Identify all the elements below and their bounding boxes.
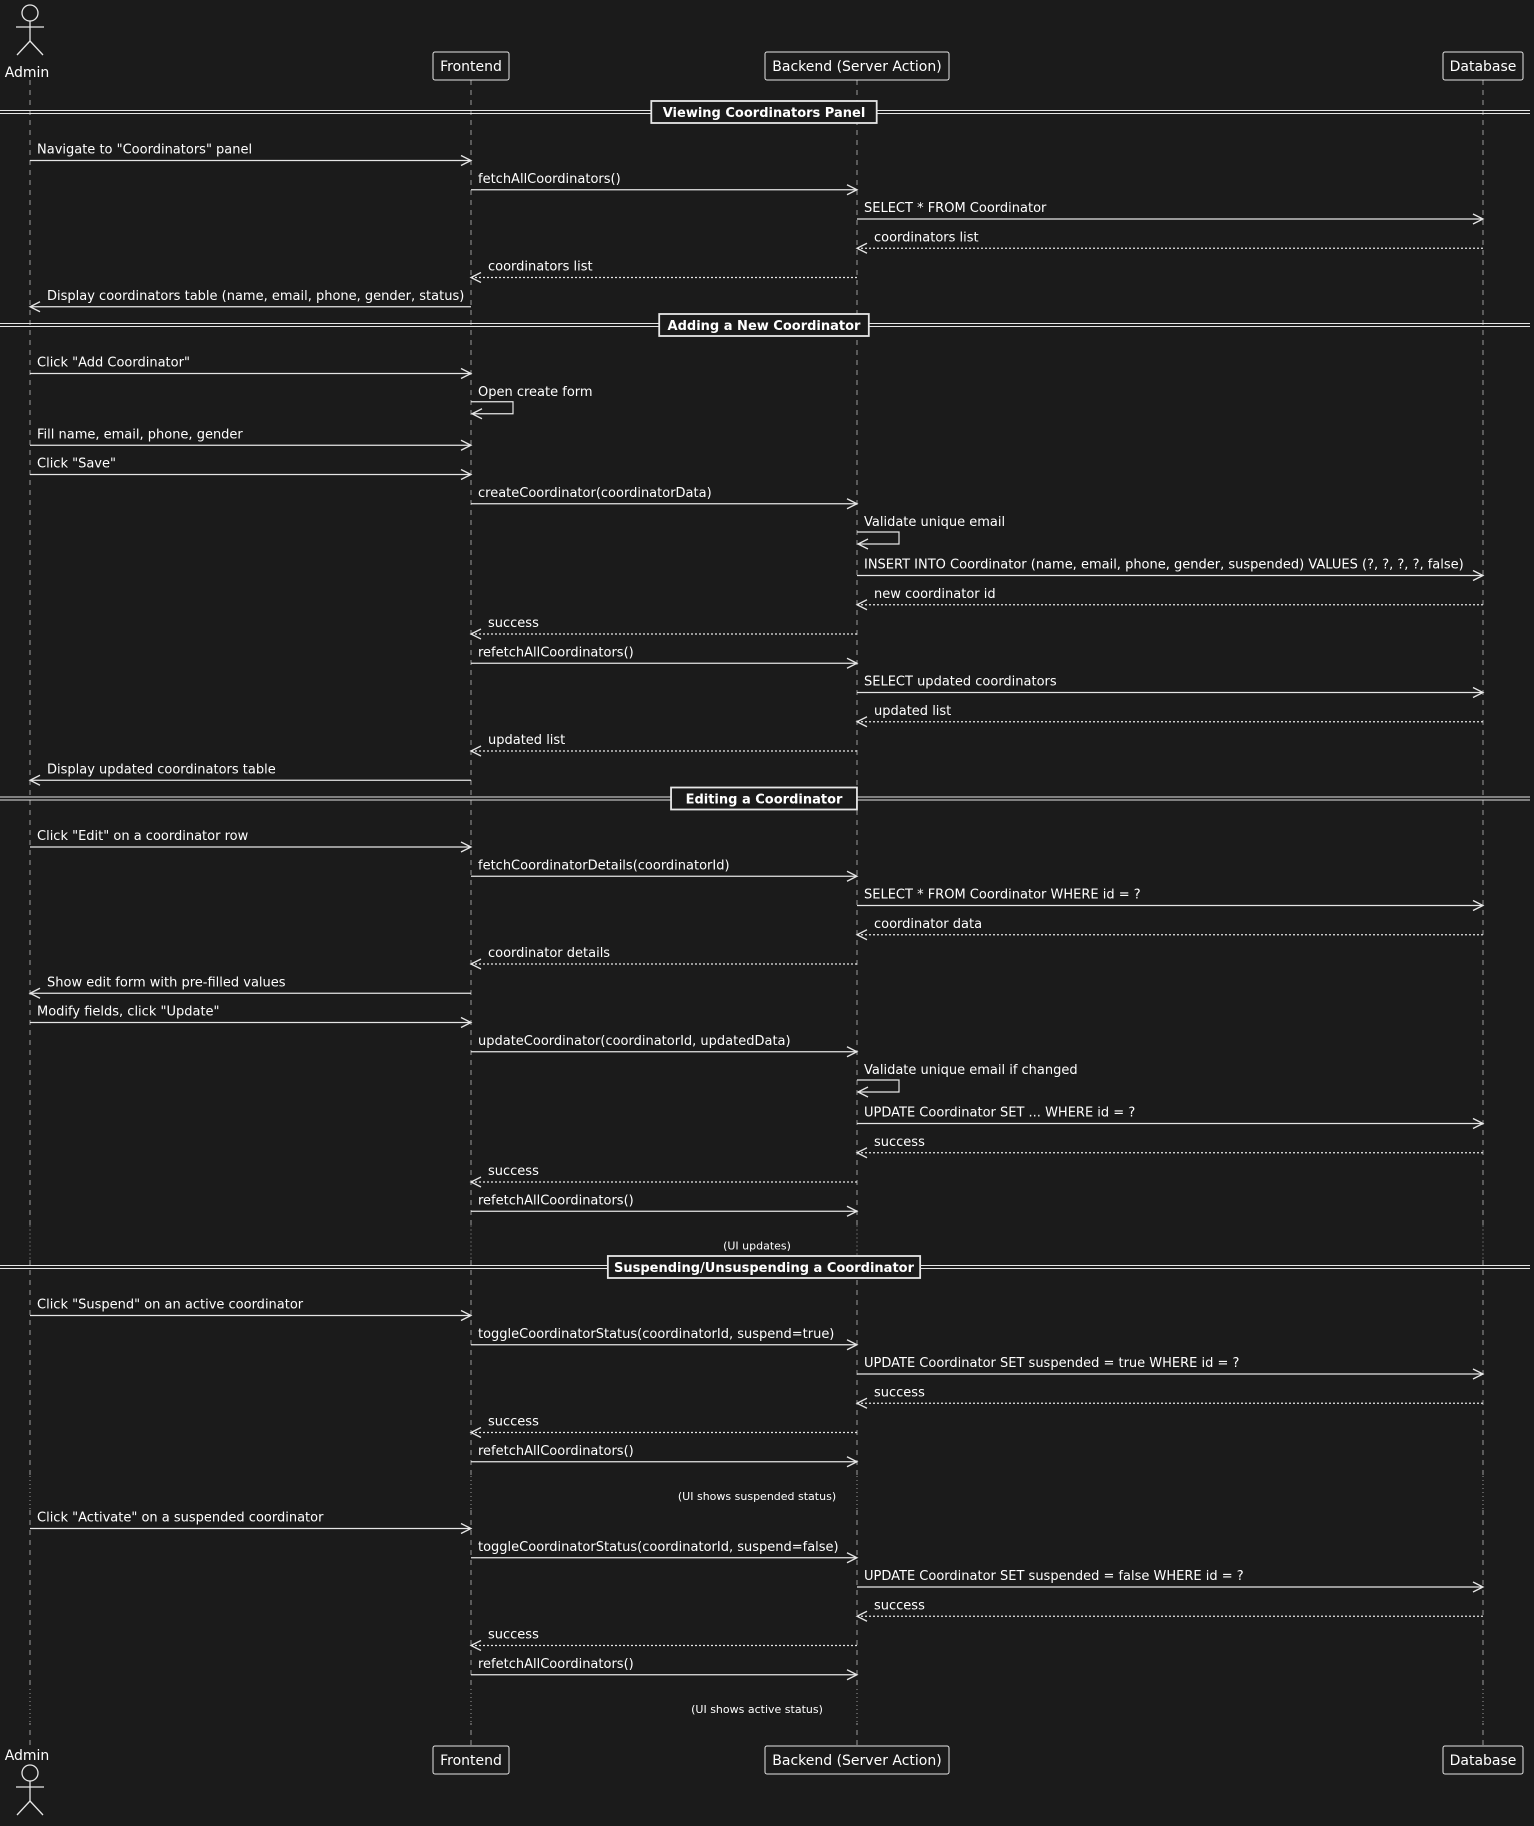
message-label: Click "Activate" on a suspended coordinator [37,1510,324,1526]
return-label: coordinators list [874,230,979,246]
message-label: toggleCoordinatorStatus(coordinatorId, suspend=false) [478,1539,839,1555]
return-label: success [488,1627,539,1643]
message-label: UPDATE Coordinator SET suspended = true WHERE id = ? [864,1356,1240,1371]
return-label: success [488,616,539,631]
self-message-label: Validate unique email [864,515,1006,530]
return-label: coordinator data [874,916,983,932]
self-message-arrow [471,402,513,414]
message-label: SELECT * FROM Coordinator WHERE id = ? [864,887,1141,903]
message-label: refetchAllCoordinators() [478,1656,634,1672]
participant-label-database-top: Database [1449,59,1517,75]
message-label: Click "Edit" on a coordinator row [37,829,249,844]
message-label: Show edit form with pre-filled values [47,975,286,991]
message-label: refetchAllCoordinators() [478,1193,634,1209]
message-label: INSERT INTO Coordinator (name, email, phone, gender, suspended) VALUES (?, ?, ?, ?, false) [864,557,1464,573]
participant-label-admin-top: Admin [4,65,50,81]
return-label: updated list [488,733,566,748]
message-label: fetchCoordinatorDetails(coordinatorId) [478,858,730,874]
return-label: success [874,1134,925,1150]
message-label: UPDATE Coordinator SET suspended = false WHERE id = ? [864,1569,1244,1584]
message-label: refetchAllCoordinators() [478,1443,634,1459]
participant-label-backend-top: Backend (Server Action) [772,59,942,75]
message-label: Display updated coordinators table [47,762,276,778]
actor-figure-bottom [16,1765,44,1815]
participant-label-frontend-top: Frontend [440,59,502,75]
message-label: SELECT updated coordinators [864,674,1057,690]
message-label: Click "Suspend" on an active coordinator [37,1297,304,1313]
message-label: Display coordinators table (name, email, phone, gender, status) [47,288,465,304]
return-label: coordinator details [488,946,611,961]
message-label: UPDATE Coordinator SET ... WHERE id = ? [864,1105,1136,1121]
message-label: Fill name, email, phone, gender [37,427,243,443]
self-message-label: Validate unique email if changed [864,1063,1078,1078]
return-label: coordinators list [488,259,593,275]
self-message-arrow [857,532,899,544]
participant-label-backend-bottom: Backend (Server Action) [772,1753,942,1769]
message-label: Modify fields, click "Update" [37,1004,220,1020]
message-label: fetchAllCoordinators() [478,171,621,187]
message-label: toggleCoordinatorStatus(coordinatorId, suspend=true) [478,1326,835,1342]
section-title: Adding a New Coordinator [667,319,861,334]
participant-label-admin-bottom: Admin [4,1748,50,1764]
message-label: SELECT * FROM Coordinator [864,201,1047,216]
message-label: Click "Save" [37,456,116,472]
message-label: createCoordinator(coordinatorData) [478,485,712,501]
message-label: refetchAllCoordinators() [478,645,634,661]
delay-label: (UI shows active status) [691,1703,823,1716]
section-title: Suspending/Unsuspending a Coordinator [613,1261,915,1276]
participant-label-database-bottom: Database [1449,1753,1517,1769]
return-label: success [488,1164,539,1179]
actor-figure-top [16,5,44,55]
section-title: Viewing Coordinators Panel [662,106,866,121]
message-label: updateCoordinator(coordinatorId, updatedData) [478,1033,791,1049]
message-label: Navigate to "Coordinators" panel [37,142,253,158]
return-label: success [874,1385,925,1401]
return-label: new coordinator id [874,586,996,602]
delay-label: (UI shows suspended status) [677,1490,837,1503]
message-label: Click "Add Coordinator" [37,355,190,371]
self-message-arrow [857,1080,899,1092]
return-label: success [874,1598,925,1614]
delay-label: (UI updates) [723,1239,791,1253]
self-message-label: Open create form [478,384,593,400]
return-label: success [488,1414,539,1430]
participant-label-frontend-bottom: Frontend [440,1753,502,1769]
section-title: Editing a Coordinator [685,792,843,808]
return-label: updated list [874,703,952,719]
